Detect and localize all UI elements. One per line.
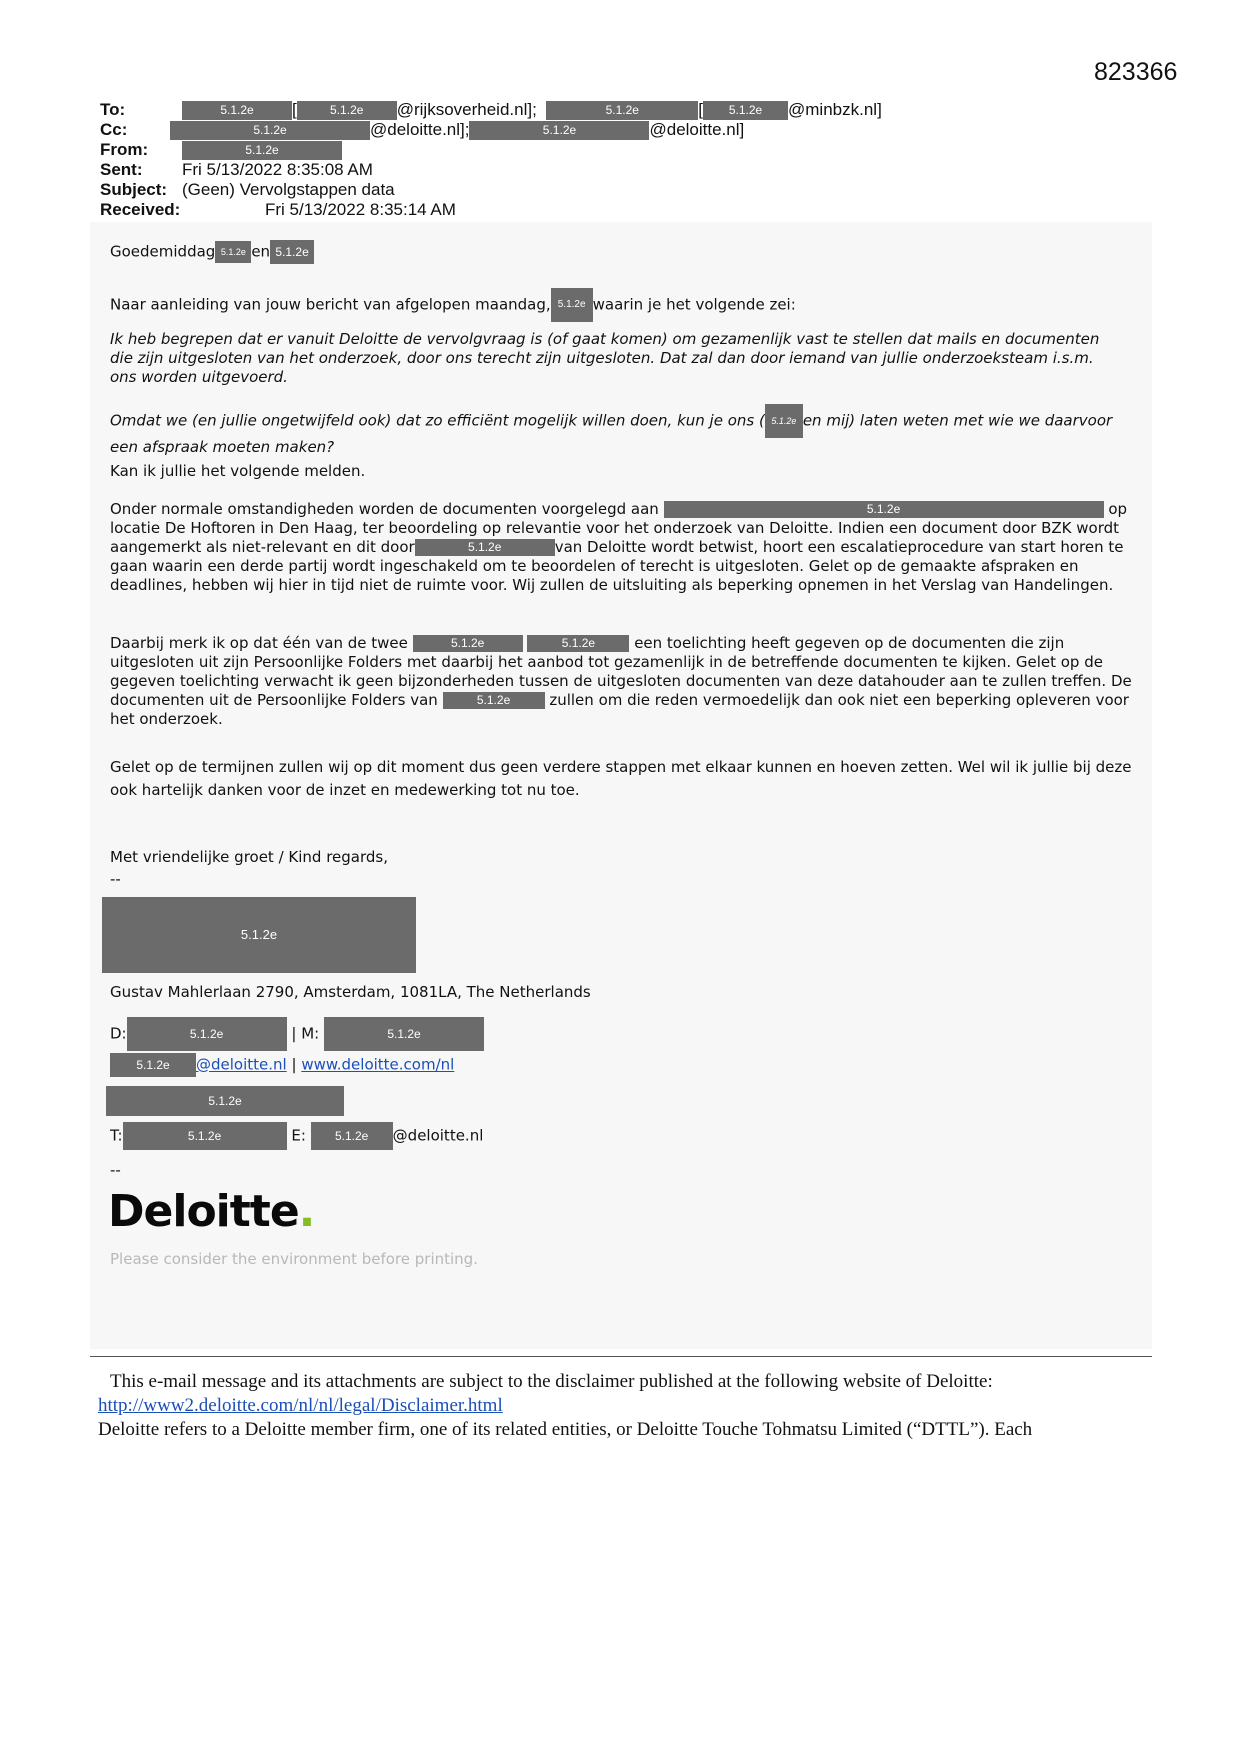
redaction: 5.1.2e <box>182 141 342 160</box>
signature-te-line <box>110 1122 483 1150</box>
bracket: [ <box>292 100 297 119</box>
signature-address: Gustav Mahlerlaan 2790, Amsterdam, 1081LA, The Netherlands <box>110 983 591 1001</box>
redaction: 5.1.2e <box>551 288 593 322</box>
signature-name-redaction: 5.1.2e <box>102 897 416 973</box>
redaction: 5.1.2e <box>415 539 555 556</box>
from-label: From: <box>100 140 149 159</box>
email-link[interactable]: @deloitte.nl <box>196 1055 287 1074</box>
received-value: Fri 5/13/2022 8:35:14 AM <box>265 200 456 219</box>
to-line <box>100 100 882 120</box>
m-label: | M: <box>291 1024 320 1043</box>
disclaimer-line-3: Deloitte refers to a Deloitte member firm, one of its related entities, or Deloitte Touche Tohmatsu Limited (“DTTL”). Each <box>98 1419 1033 1440</box>
paragraph-3 <box>110 462 1120 481</box>
paragraph-5 <box>110 634 1132 729</box>
redaction: 5.1.2e <box>182 101 292 120</box>
paragraph-4 <box>110 500 1132 595</box>
redaction: 5.1.2e <box>469 121 649 140</box>
intro-text: Naar aanleiding van jouw bericht van afgelopen maandag, <box>110 295 551 314</box>
from-line <box>100 140 342 160</box>
p6-text: Gelet op de termijnen zullen wij op dit moment dus geen verdere stappen met elkaar kunnen en hoeven zetten. Wel wil ik jullie bij deze ook hartelijk danken voor de inzet en medewerking tot nu toe. <box>110 758 1132 799</box>
redaction: 5.1.2e <box>215 241 251 263</box>
received-line <box>100 200 456 220</box>
subject-label: Subject: <box>100 180 168 199</box>
to-domain-2: @minbzk.nl] <box>788 100 882 119</box>
redaction: 5.1.2e <box>443 692 545 709</box>
p4-text-c: van Deloitte wordt betwist, hoort een escalatieprocedure van start horen te gaan waarin een derde partij wordt ingeschakeld om te beoordelen of terecht is uitgesloten. Gelet op de gemaakte afspraken en deadlines, hebben wij hier in tijd niet de ruimte voor. Wij zullen de uitsluiting als beperking opnemen in het Verslag van Handelingen. <box>110 538 1124 594</box>
logo-dot: . <box>298 1186 315 1237</box>
disclaimer-url[interactable]: http://www2.deloitte.com/nl/nl/legal/Disclaimer.html <box>98 1395 503 1416</box>
dashes-text: -- <box>110 870 121 888</box>
sent-line <box>100 160 373 180</box>
redaction: 5.1.2e <box>664 501 1104 518</box>
redaction: 5.1.2e <box>703 101 788 120</box>
eco-note: Please consider the environment before printing. <box>110 1250 478 1268</box>
quote-text-1: Ik heb begrepen dat er vanuit Deloitte de vervolgvraag is (of gaat komen) om gezamenlijk vast te stellen dat mails en documenten die zijn uitgesloten van het onderzoek, door ons terecht zijn uitgesloten. Dat zal dan door iemand van jullie onderzoeksteam i.s.m. ons worden uitgevoerd. <box>110 330 1100 386</box>
document-id: 823366 <box>1094 58 1178 86</box>
quote-paragraph-1 <box>110 330 1120 387</box>
received-label: Received: <box>100 200 181 219</box>
deloitte-logo <box>108 1186 314 1237</box>
quote-paragraph-2 <box>110 404 1120 457</box>
redaction: 5.1.2e <box>270 240 314 264</box>
divider <box>90 1356 1152 1357</box>
e-domain: @deloitte.nl <box>392 1126 484 1145</box>
to-domain-1: @rijksoverheid.nl]; <box>396 100 537 119</box>
p5-text-a: Daarbij merk ik op dat één van de twee <box>110 634 408 652</box>
subject-value: (Geen) Vervolgstappen data <box>182 180 395 199</box>
paragraph-6 <box>110 756 1132 802</box>
sent-label: Sent: <box>100 160 143 179</box>
intro-text-end: waarin je het volgende zei: <box>592 295 796 314</box>
redaction: 5.1.2e <box>324 1017 484 1051</box>
p5-text-c: zullen om die reden vermoedelijk dan ook niet een beperking opleveren voor het onderzoek. <box>110 691 1129 728</box>
greeting-text: Goedemiddag <box>110 242 216 261</box>
redaction: 5.1.2e <box>123 1122 287 1150</box>
signature-redaction: 5.1.2e <box>106 1086 344 1116</box>
signature-email-line <box>110 1053 454 1077</box>
signature-phone-line <box>110 1017 484 1051</box>
disclaimer-line-1: This e-mail message and its attachments are subject to the disclaimer published at the following website of Deloitte: <box>110 1371 993 1392</box>
redaction: 5.1.2e <box>297 101 397 120</box>
intro-paragraph <box>110 288 796 322</box>
closing-dashes <box>110 870 121 889</box>
closing-text: Met vriendelijke groet / Kind regards, <box>110 848 388 866</box>
redaction: 5.1.2e <box>527 635 629 652</box>
subject-line <box>100 180 395 200</box>
logo-text: Deloitte <box>108 1186 299 1237</box>
bracket: [ <box>698 100 704 119</box>
e-label: E: <box>291 1126 306 1145</box>
greeting <box>110 240 314 264</box>
redaction: 5.1.2e <box>546 101 698 120</box>
website-link[interactable]: www.deloitte.com/nl <box>301 1055 455 1074</box>
redaction: 5.1.2e <box>413 635 523 652</box>
redaction: 5.1.2e <box>311 1122 393 1150</box>
redaction: 5.1.2e <box>765 404 803 438</box>
closing <box>110 848 388 867</box>
t-label: T: <box>110 1126 123 1145</box>
d-label: D: <box>110 1024 127 1043</box>
to-label: To: <box>100 100 126 119</box>
p4-text-a: Onder normale omstandigheden worden de documenten voorgelegd aan <box>110 500 659 518</box>
redaction: 5.1.2e <box>110 1053 196 1077</box>
redaction: 5.1.2e <box>127 1017 287 1051</box>
p4-text-b: op locatie De Hoftoren in Den Haag, ter beoordeling op relevantie voor het onderzoek van Deloitte. Indien een document door BZK wordt aangemerkt als niet-relevant en dit door <box>110 500 1128 556</box>
signature-dashes: -- <box>110 1161 121 1179</box>
disclaimer-link[interactable] <box>98 1394 503 1418</box>
separator: | <box>291 1055 297 1074</box>
cc-label: Cc: <box>100 120 128 139</box>
redaction: 5.1.2e <box>170 121 370 140</box>
sent-value: Fri 5/13/2022 8:35:08 AM <box>182 160 373 179</box>
p5-text-b: een toelichting heeft gegeven op de documenten die zijn uitgesloten uit zijn Persoonlijke Folders met daarbij het aanbod tot gezamenlijk in de betreffende documenten te kijken. Gelet op de gegeven toelichting verwacht ik geen bijzonderheden tussen de uitgesloten documenten van deze datahouder aan te zullen treffen. De documenten uit de Persoonlijke Folders van <box>110 634 1132 709</box>
cc-domain-1: @deloitte.nl]; <box>370 120 470 139</box>
cc-line <box>100 120 744 140</box>
quote-text-2b: en mij) laten weten met wie we daarvoor een afspraak moeten maken? <box>110 411 1113 456</box>
greeting-and: en <box>251 242 271 261</box>
cc-domain-2: @deloitte.nl] <box>649 120 745 139</box>
quote-text-2a: Omdat we (en jullie ongetwijfeld ook) dat zo efficiënt mogelijk willen doen, kun je ons ( <box>110 411 765 430</box>
p3-text: Kan ik jullie het volgende melden. <box>110 462 366 480</box>
